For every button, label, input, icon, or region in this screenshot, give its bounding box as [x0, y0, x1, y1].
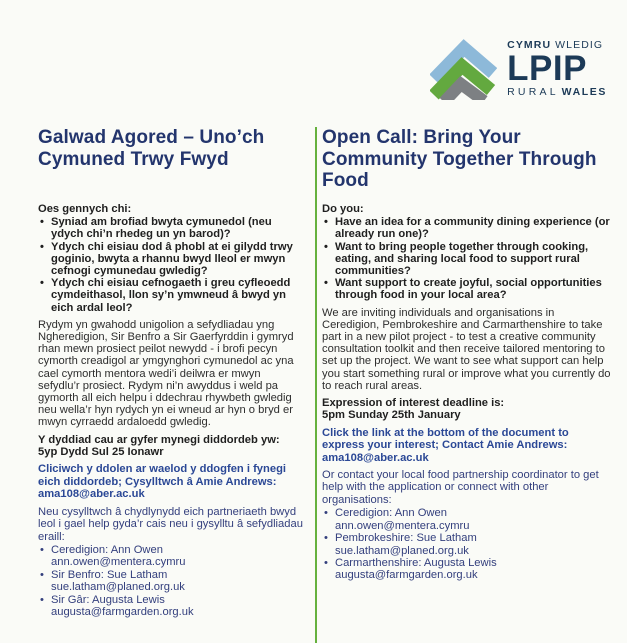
column-divider: [315, 127, 317, 643]
cta-email[interactable]: ama108@aber.ac.uk: [322, 451, 429, 464]
contact-list: [322, 507, 612, 581]
lpip-logo: [430, 38, 607, 100]
deadline-label: Expression of interest deadline is:: [322, 397, 505, 410]
deadline-label: Y dyddiad cau ar gyfer mynegi diddordeb yw:: [38, 433, 280, 446]
bullet-item: • Want support to create joyful, social opportunities through food in your local area?: [322, 277, 612, 301]
intro-paragraph: Rydym yn gwahodd unigolion a sefydliadau yng Ngheredigion, Sir Benfro a Sir Gaerfyrddin i gymryd rhan mewn prosiect peilot newydd - i brofi pecyn cymorth creadigol ar ymgynghori cymunedol ac yna cael cymorth mentora wedi’i deilwra er mwyn sefydlu’r prosiect. Rydym ni’n awyddus i weld pa gymorth all eich helpu i ddechrau rhywbeth gwledig neu wella’r hyn rydych yn ei wneud ar hyn o bryd er mwyn cyrraedd ardaloedd gwledig.: [38, 318, 294, 429]
contact-name: Pembrokeshire: Sue Latham: [335, 532, 477, 545]
contact-email[interactable]: ann.owen@mentera.cymru: [51, 556, 186, 569]
bullet-item: • Want to bring people together through cooking, eating, and sharing local food to support rural communities?: [322, 241, 612, 278]
contact-item: [38, 594, 304, 619]
contact-item: [322, 507, 612, 532]
contact-email[interactable]: sue.latham@planed.org.uk: [335, 544, 469, 557]
intro-label: Oes gennych chi:: [38, 203, 132, 215]
alt-contact-text: Neu cysylltwch â chydlynydd eich partneriaeth bwyd leol i gael help gyda’r cais neu i gysylltu â sefydliadau eraill:: [38, 505, 303, 543]
contact-item: [38, 569, 304, 594]
cta-text: [322, 427, 612, 464]
intro-label: Do you:: [322, 203, 364, 215]
contact-item: [322, 532, 612, 557]
cta-text: [38, 463, 304, 500]
bullet-item: • Ydych chi eisiau cefnogaeth i greu cyfleoedd cymdeithasol, llon sy’n ymwneud â bwyd yn eich ardal leol?: [38, 277, 304, 314]
logo-chevrons-icon: [430, 38, 497, 100]
logo-acronym: LPIP: [507, 48, 587, 88]
logo-text: [507, 40, 607, 98]
contact-item: [38, 544, 304, 569]
contact-list: [38, 544, 304, 618]
contact-name: Ceredigion: Ann Owen: [335, 507, 447, 520]
contact-email[interactable]: augusta@farmgarden.org.uk: [335, 569, 478, 582]
contact-name: Ceredigion: Ann Owen: [51, 543, 163, 556]
logo-line-cymru-wledig: CYMRU WLEDIG: [507, 39, 604, 52]
contact-email[interactable]: sue.latham@planed.org.uk: [51, 581, 185, 594]
contact-name: Sir Benfro: Sue Latham: [51, 568, 168, 581]
contact-name: Sir Gâr: Augusta Lewis: [51, 593, 165, 606]
column-welsh: [38, 127, 304, 643]
deadline-block: [38, 434, 304, 459]
cta-email[interactable]: ama108@aber.ac.uk: [38, 488, 145, 501]
bullet-item: • Ydych chi eisiau dod â phobl at ei gilydd trwy goginio, bwyta a rhannu bwyd lleol er mwyn cefnogi cymunedau gwledig?: [38, 241, 304, 278]
contact-item: [322, 557, 612, 582]
question-list: [38, 216, 304, 314]
deadline-block: [322, 397, 612, 422]
document-body: [0, 127, 627, 643]
page-title-english: Open Call: Bring Your Community Together Through Food: [322, 127, 597, 191]
logo-line-rural-wales: RURAL WALES: [507, 86, 607, 99]
page-title-welsh: Galwad Agored – Uno’ch Cymuned Trwy Fwyd: [38, 127, 265, 170]
question-list: [322, 216, 612, 301]
bullet-item: • Have an idea for a community dining experience (or already run one)?: [322, 216, 612, 240]
deadline-value: 5pm Sunday 25th January: [322, 409, 461, 422]
column-english: [322, 127, 612, 643]
deadline-value: 5yp Dydd Sul 25 Ionawr: [38, 446, 164, 459]
contact-email[interactable]: augusta@farmgarden.org.uk: [51, 605, 194, 618]
bullet-item: • Syniad am brofiad bwyta cymunedol (neu ydych chi’n rhedeg un yn barod)?: [38, 216, 304, 240]
alt-contact-text: Or contact your local food partnership coordinator to get help with the application or connect with other organisations:: [322, 469, 599, 506]
cta-sentence: Cliciwch y ddolen ar waelod y ddogfen i fynegi eich diddordeb; Cysylltwch â Amie Andrews:: [38, 463, 287, 488]
contact-name: Carmarthenshire: Augusta Lewis: [335, 556, 497, 569]
intro-paragraph: We are inviting individuals and organisations in Ceredigion, Pembrokeshire and Carmarthenshire to take part in a new pilot project - to test a creative community consultation toolkit and then receive tailored mentoring to set up the project. We want to see what support can help you start something rural or improve what you currently do to reach rural areas.: [322, 306, 611, 392]
contact-email[interactable]: ann.owen@mentera.cymru: [335, 519, 470, 532]
cta-sentence: Click the link at the bottom of the document to express your interest; Contact Amie Andrews:: [322, 426, 569, 452]
